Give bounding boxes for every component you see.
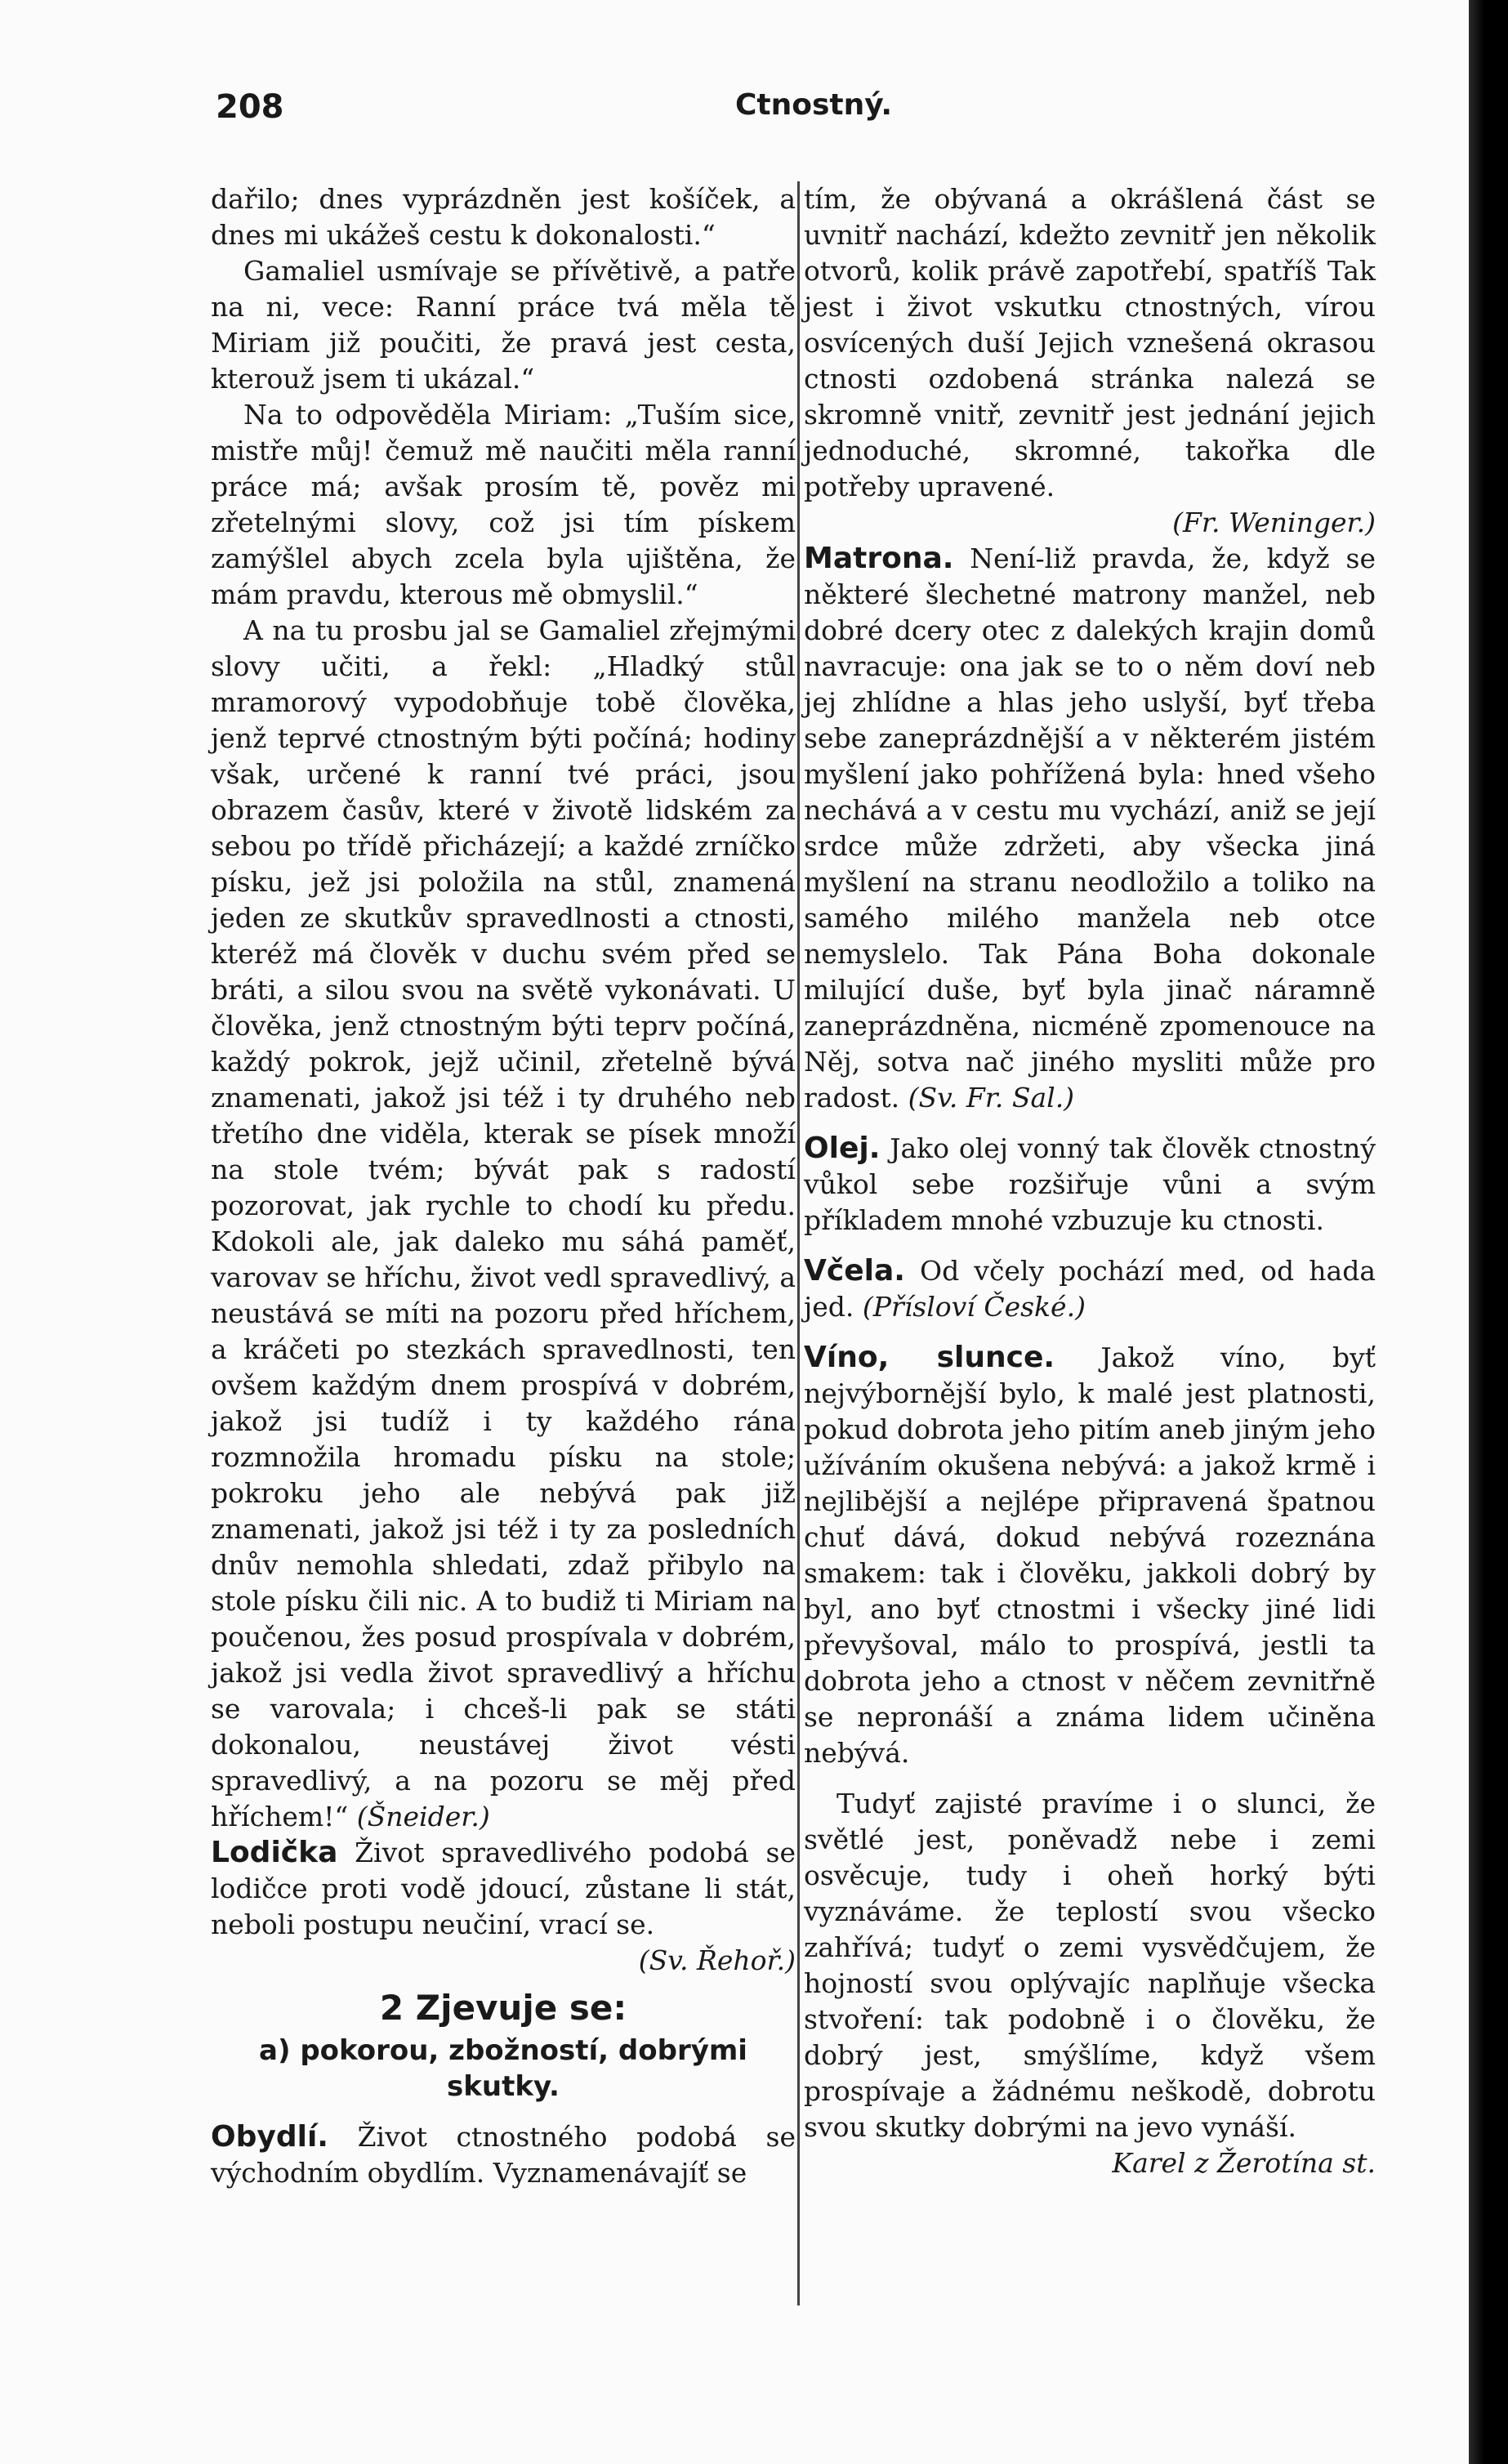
- entry-lodicka: [211, 1835, 796, 1943]
- source-citation: (Sv. Řehoř.): [638, 1944, 796, 1976]
- paragraph: Na to odpověděla Miriam: „Tuším sice, mistře můj! čemuž mě naučiti měla ranní práce má; avšak prosím tě, pověz mi zřetelnými slovy, což jsi tím pískem zamýšlel abych zcela byla ujištěna, že mám pravdu, kterous mě obmyslil.“: [211, 399, 796, 610]
- section-heading: 2 Zjevuje se:: [379, 1988, 627, 2028]
- paragraph: Tudyť zajisté pravíme i o slunci, že světlé jest, poněvadž nebe i zemi osvěcuje, tudy i oheň horký býti vyznáváme. že teplostí svou všecko zahřívá; tudyť o zemi vysvědčujem, že hojností svou oplývajíc naplňuje všecka stvoření: tak podobně i o člověku, že dobrý jest, smýšlíme, když všem prospívaje a žádnému neškodě, dobrotu svou skutky dobrými na jevo vynáší.: [804, 1788, 1376, 2143]
- paragraph: tím, že obývaná a okrášlená část se uvnitř nachází, kdežto zevnitř jen několik otvorů, kolik právě zapotřebí, spatříš Tak jest i život vskutku ctnostných, vírou osvícených duší Jejich vznešená okrasou ctnosti ozdobená stránka nalezá se skromně vnitř, zevnitř jest jednání jejich jednoduché, skromné, takořka dle potřeby upravené.: [804, 183, 1376, 502]
- left-column: [211, 181, 796, 2191]
- entry-text: Jako olej vonný tak člověk ctnostný vůkol sebe rozšiřuje vůni a svým příkladem mnohé vzbuzuje ku ctnosti.: [804, 1132, 1376, 1236]
- paragraph-text: A na tu prosbu jal se Gamaliel zřejmými slovy učiti, a řekl: „Hladký stůl mramorový vypodobňuje tobě člověka, jenž teprvé ctnostným býti počíná; hodiny však, určené k ranní tvé práci, jsou obrazem časův, které v životě lidském za sebou po třídě přicházejí; a každé zrníčko písku, jež jsi položila na stůl, znamená jeden ze skutkův spravedlnosti a ctnosti, kteréž má člověk v duchu svém před se bráti, a silou svou na světě vykonávati. U člověka, jenž ctnostným býti teprv počíná, každý pokrok, jejž učinil, zřetelně bývá znamenati, jakož jsi též i ty druhého neb třetího dne viděla, kterak se písek množí na stole tvém; bývát pak s radostí pozorovat, jak rychle to chodí ku předu. Kdokoli ale, jak daleko mu sáhá paměť, varovav se hříchu, život vedl spravedlivý, a neustává se míti na pozoru před hříchem, a kráčeti po stezkách spravedlnosti, ten ovšem každým dnem prospívá v dobrém, jakož jsi tudíž i ty každého rána rozmnožila hromadu písku na stole; pokroku jeho ale nebývá pak již znamenati, jakož jsi též i ty za posledních dnův nemohla shledati, zdaž přibylo na stole písku čili nic. A to budiž ti Miriam na poučenou, žes posud prospívala v dobrém, jakož jsi vedla život spravedlivý a hříchu se varovala; i chceš-li pak se státi dokonalou, neustávej život vésti spravedlivý, a na pozoru se měj před hříchem!“: [211, 614, 796, 1832]
- entry-matrona: [804, 541, 1376, 1116]
- entry-vino: [804, 1340, 1376, 1771]
- entry-text: Není-liž pravda, že, když se některé šlechetné matrony manžel, neb dobré dcery otec z dalekých krajin domů navracuje: ona jak se to o něm doví neb jej zhlídne a hlas jeho uslyší, byť třeba sebe zaneprázdnější a v některém jistém myšlení jako pohřížená byla: hned všeho nechává a v cestu mu vychází, aniž se její srdce může zdržeti, aby všecka jiná myšlení na stranu neodložilo a toliko na samého milého manžela neb otce nemyslelo. Tak Pána Boha dokonale milující duše, byť byla jinač náramně zaneprázdněna, nicméně zpomenouce na Něj, sotva nač jiného mysliti může pro radost.: [804, 542, 1376, 1114]
- entry-title: Víno, slunce.: [804, 1341, 1055, 1374]
- source-citation: (Přísloví České.): [862, 1291, 1086, 1323]
- entry-title: Včela.: [804, 1254, 905, 1288]
- entry-title: Lodička: [211, 1836, 338, 1869]
- scan-edge: [1469, 0, 1508, 2464]
- running-head: Ctnostný.: [735, 88, 893, 122]
- entry-obydli: [211, 2119, 796, 2191]
- source-citation: Karel z Žerotína st.: [1112, 2147, 1376, 2179]
- subheading: a) pokorou, zbožností, dobrými skutky.: [259, 2034, 747, 2103]
- entry-text: Život spravedlivého podobá se lodičce proti vodě jdoucí, zůstane li stát, neboli postupu neučiní, vrací se.: [211, 1837, 796, 1940]
- source-citation: (Šneider.): [356, 1801, 490, 1832]
- column-divider: [797, 181, 800, 2306]
- entry-title: Obydlí.: [211, 2120, 328, 2154]
- entry-text: Od včely pochází med, od hada jed.: [804, 1255, 1376, 1323]
- right-column: [804, 181, 1376, 2181]
- entry-title: Matrona.: [804, 542, 954, 575]
- page-header: [216, 88, 1359, 129]
- entry-olej: [804, 1131, 1376, 1239]
- paragraph: [211, 613, 796, 1835]
- page-number: 208: [216, 88, 284, 126]
- entry-title: Olej.: [804, 1132, 881, 1165]
- paragraph: Gamaliel usmívaje se přívětivě, a patře na ni, vece: Ranní práce tvá měla tě Miriam již poučiti, že pravá jest cesta, kterouž jsem ti ukázal.“: [211, 255, 796, 395]
- source-citation: (Sv. Fr. Sal.): [908, 1082, 1075, 1114]
- paragraph: dařilo; dnes vyprázdněn jest košíček, a dnes mi ukážeš cestu k dokonalosti.“: [211, 183, 796, 251]
- source-citation: (Fr. Weninger.): [1172, 507, 1376, 538]
- entry-text: Život ctnostného podobá se východním obydlím. Vyznamenávajíť se: [211, 2121, 796, 2189]
- entry-vcela: [804, 1253, 1376, 1325]
- entry-text: Jakož víno, byť nejvýbornější bylo, k malé jest platnosti, pokud dobrota jeho pitím aneb jiným jeho užíváním okušena nebývá: a jakož krmě i nejlibější a nejlépe připravená špatnou chuť dává, dokud nebývá rozeznána smakem: tak i člověku, jakkoli dobrý by byl, ano byť ctnostmi i všecky jiné lidi převyšoval, málo to prospívá, jestli ta dobrota jeho a ctnost v něčem zevnitřně se nepronáší a známa lidem učiněna nebývá.: [804, 1341, 1376, 1769]
